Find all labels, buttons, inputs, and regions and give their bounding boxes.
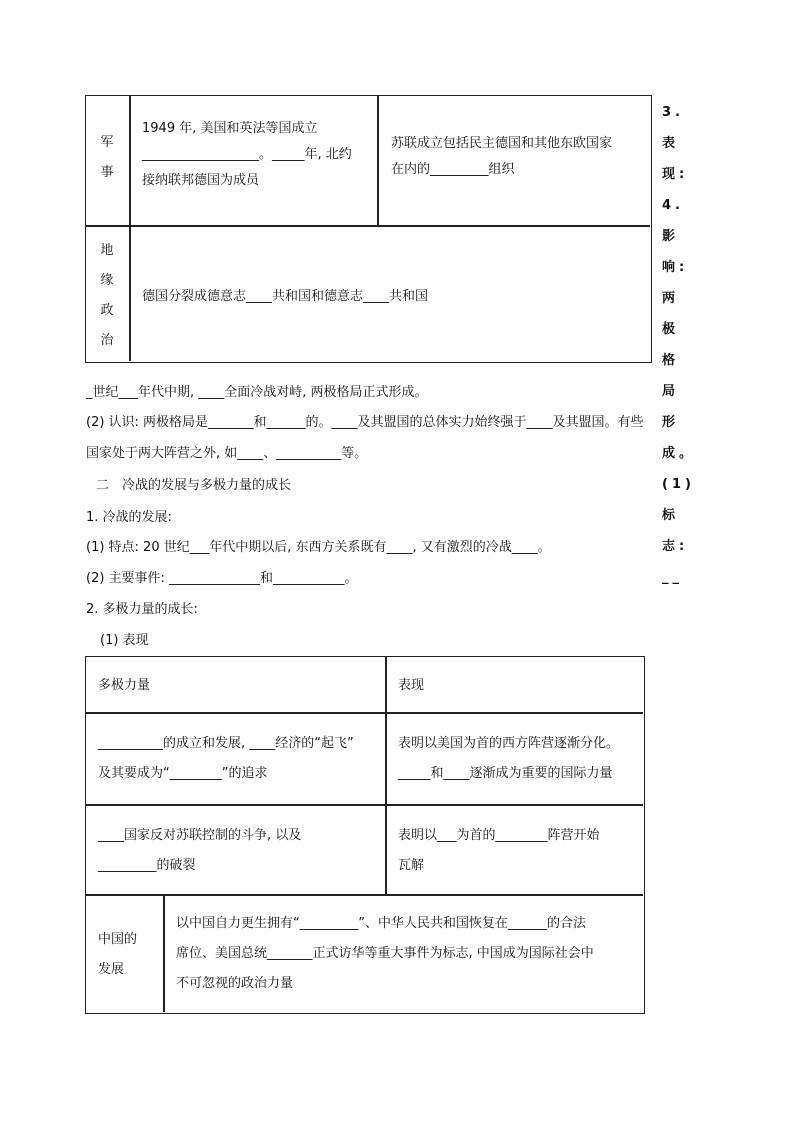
row3-right-cell [176,909,638,999]
side-line: 成。 [662,446,697,461]
header-multipolar-forces: 多极力量 [98,678,151,693]
row3-left-cell [98,925,158,985]
table-divider [163,894,165,1012]
cell-line: 中国的 [98,932,138,947]
table-divider [86,804,643,806]
cell-line: 接纳联邦德国为成员 [142,173,260,188]
header-manifestation: 表现 [398,678,425,693]
paragraph-line: (1) 特点: 20 世纪___年代中期以后, 东西方关系既有____, 又有激烈的冷战____。 [86,540,551,555]
cell-line: 瓦解 [398,858,425,873]
row1-left-cell [98,729,383,789]
cell-line: 及其要成为“________”的追求 [98,766,268,781]
table-divider [377,96,379,226]
side-line: 局 形 [662,384,680,430]
section-title: 二 冷战的发展与多极力量的成长 [96,478,292,493]
paragraph-line: _世纪___年代中期, ____全面冷战对峙, 两极格局正式形成。 [86,385,428,400]
side-line: 现: [662,167,689,182]
table-divider [86,894,643,896]
side-line: 3. 表 [662,105,684,151]
cell-line: ____国家反对苏联控制的斗争, 以及 [98,828,302,843]
table-divider [385,657,387,894]
cell-line: 苏联成立包括民主德国和其他东欧国家 [391,136,613,151]
cell-line: __________________。_____年, 北约 [142,147,352,162]
geopolitics-cell: 德国分裂成德意志____共和国和德意志____共和国 [142,289,429,304]
military-geopolitics-table [85,95,652,363]
cell-line: 1949 年, 美国和英法等国成立 [142,121,318,136]
cell-line: 以中国自力更生拥有“_________”、中华人民共和国恢复在______的合法 [176,916,586,931]
cell-line: 发展 [98,962,125,977]
multipolar-forces-table [85,656,645,1014]
military-ussr-cell [391,131,646,183]
row1-right-cell [398,729,643,789]
side-line: 4. 影 [662,198,684,244]
row2-left-cell [98,821,383,881]
row2-right-cell [398,821,643,881]
row-header-military: 军事 [100,135,114,180]
cell-line: 不可忽视的政治力量 [176,976,294,991]
side-line: 志: __ [662,539,689,585]
cell-line: 在内的_________组织 [391,162,515,177]
row-header-geopolitics: 地缘政治 [100,243,114,348]
cell-line: _____和____逐渐成为重要的国际力量 [398,766,613,781]
cell-line: 席位、美国总统_______正式访华等重大事件为标志, 中国成为国际社会中 [176,946,594,961]
military-us-cell [142,116,372,194]
table-divider [86,712,643,714]
paragraph-line: (1) 表现 [100,633,149,648]
paragraph-line: (2) 认识: 两极格局是_______和______的。____及其盟国的总体实力始终强于____及其盟国。有些 [86,415,644,430]
side-column-text [662,97,702,593]
paragraph-line: (2) 主要事件: ______________和___________。 [86,571,358,586]
paragraph-line: 国家处于两大阵营之外, 如____、__________等。 [86,446,368,461]
side-line: (1)标 [662,477,695,523]
table-divider [129,96,131,361]
cell-line: 表明以美国为首的西方阵营逐渐分化。 [398,736,620,751]
cell-line: 表明以___为首的________阵营开始 [398,828,600,843]
table-divider [86,225,650,227]
side-line: 极 格 [662,322,680,368]
cell-line: _________的破裂 [98,858,196,873]
side-line: 响: 两 [662,260,689,306]
cell-line: __________的成立和发展, ____经济的“起飞” [98,736,354,751]
subsection-heading: 2. 多极力量的成长: [86,602,198,617]
subsection-heading: 1. 冷战的发展: [86,510,172,525]
